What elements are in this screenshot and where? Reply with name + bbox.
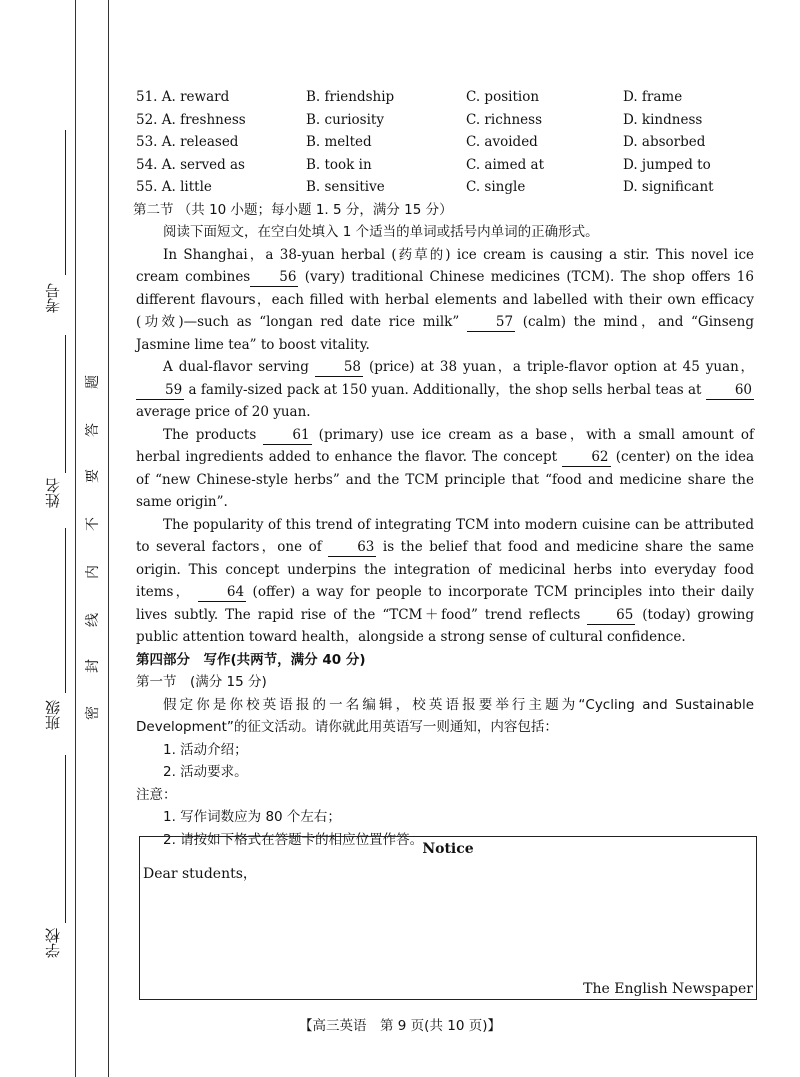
option-b: B. curiosity bbox=[306, 111, 384, 128]
option-a: 54. A. served as bbox=[136, 156, 245, 173]
passage-paragraph-3 bbox=[136, 424, 754, 514]
passage-text: (vary) traditional Chinese medicines (TCM). The shop offers 16 different flavours，each filled with herbal elements and labelled with their own efficacy (功效)—such as “longan red date rice milk” bbox=[136, 269, 754, 330]
seal-char: 密 bbox=[85, 706, 101, 720]
label-name: 姓名 bbox=[44, 478, 62, 508]
option-c: C. position bbox=[466, 89, 540, 105]
margin-line-outer bbox=[75, 0, 76, 1077]
passage-text: (center) on the idea of “new Chinese-style herbs” and the TCM principle that “food and medicine share the same origin”. bbox=[136, 449, 755, 510]
label-class: 班级 bbox=[44, 700, 62, 730]
option-c: C. aimed at bbox=[466, 156, 544, 173]
option-a: 51. A. reward bbox=[136, 89, 230, 105]
option-d: D. frame bbox=[623, 89, 683, 105]
passage-text: (primary) use ice cream as a base，with a small amount of herbal ingredients added to enhance the flavor. The concept bbox=[136, 426, 755, 465]
notice-title: Notice bbox=[422, 841, 474, 857]
passage-text: (calm) the mind，and “Ginseng Jasmine lime tea” to boost vitality. bbox=[136, 314, 754, 353]
blank-63[interactable]: 63 bbox=[328, 539, 376, 557]
section-heading: 第二节 （共 10 小题；每小题 1. 5 分，满分 15 分） bbox=[133, 201, 453, 218]
blank-62[interactable]: 62 bbox=[562, 449, 610, 467]
notice-signature: The English Newspaper bbox=[583, 981, 753, 997]
option-row bbox=[136, 176, 754, 199]
option-b: B. melted bbox=[306, 134, 372, 150]
notice-answer-box[interactable] bbox=[139, 836, 757, 1000]
passage-text: is the belief that food and medicine share the same origin. This concept underpins the integration of medicinal herbs into everyday food items， bbox=[136, 539, 754, 600]
passage-text: The products bbox=[163, 426, 257, 443]
option-row bbox=[136, 154, 754, 177]
passage-text: (offer) a way for people to incorporate TCM principles into their daily lives subtly. The rapid rise of the “TCM＋food” trend reflects bbox=[136, 584, 754, 623]
note-label: 注意： bbox=[136, 786, 177, 803]
part4-subheading: 第一节 (满分 15 分) bbox=[136, 674, 267, 690]
option-d: D. kindness bbox=[623, 111, 703, 128]
blank-58[interactable]: 58 bbox=[315, 359, 363, 377]
option-row bbox=[136, 131, 754, 154]
note-item: 1. 写作词数应为 80 个左右； bbox=[163, 809, 341, 825]
blank-61[interactable]: 61 bbox=[263, 427, 311, 445]
notice-salutation: Dear students， bbox=[143, 866, 257, 882]
section-instruction: 阅读下面短文，在空白处填入 1 个适当的单词或括号内单词的正确形式。 bbox=[163, 224, 599, 240]
blank-59[interactable]: 59 bbox=[136, 382, 184, 400]
passage-text: (price) at 38 yuan，a triple-flavor option at 45 yuan， bbox=[368, 359, 754, 375]
seal-char: 答 bbox=[85, 423, 101, 437]
main-content bbox=[133, 86, 755, 851]
option-row bbox=[136, 86, 754, 109]
passage-paragraph-1 bbox=[136, 244, 754, 357]
option-c: C. single bbox=[466, 179, 526, 195]
option-b: B. sensitive bbox=[306, 179, 385, 195]
exam-number-line bbox=[65, 130, 66, 275]
option-d: D. jumped to bbox=[623, 156, 711, 173]
option-c: C. richness bbox=[466, 111, 542, 128]
option-a: 55. A. little bbox=[136, 179, 212, 195]
blank-65[interactable]: 65 bbox=[587, 607, 635, 625]
passage-text: a family-sized pack at 150 yuan. Additionally，the shop sells herbal teas at bbox=[188, 381, 702, 398]
option-b: B. took in bbox=[306, 156, 372, 173]
passage-text: A dual-flavor serving bbox=[163, 359, 309, 375]
option-c: C. avoided bbox=[466, 134, 538, 150]
label-exam-number: 考号 bbox=[44, 283, 62, 313]
seal-char: 要 bbox=[85, 469, 101, 483]
passage-paragraph-4 bbox=[136, 514, 754, 649]
option-d: D. significant bbox=[623, 179, 714, 195]
passage-text: The popularity of this trend of integrating TCM into modern cuisine can be attributed to several factors，one of bbox=[136, 516, 754, 555]
seal-char: 封 bbox=[85, 659, 101, 673]
blank-60[interactable]: 60 bbox=[706, 382, 754, 400]
class-line bbox=[65, 528, 66, 693]
name-line bbox=[65, 335, 66, 473]
option-d: D. absorbed bbox=[623, 134, 706, 150]
school-line bbox=[65, 755, 66, 923]
passage-text: (today) growing public attention toward health，alongside a strong sense of cultural confidence. bbox=[136, 606, 754, 645]
option-row bbox=[136, 109, 754, 132]
option-b: B. friendship bbox=[306, 89, 395, 105]
option-a: 52. A. freshness bbox=[136, 111, 246, 128]
part4-heading: 第四部分 写作(共两节，满分 40 分) bbox=[136, 651, 366, 668]
writing-item: 2. 活动要求。 bbox=[163, 764, 248, 780]
seal-char: 题 bbox=[85, 375, 101, 389]
margin-line-inner bbox=[108, 0, 109, 1077]
option-a: 53. A. released bbox=[136, 134, 239, 150]
page-footer: 【高三英语 第 9 页(共 10 页)】 bbox=[299, 1018, 501, 1034]
writing-prompt: 假定你是你校英语报的一名编辑，校英语报要举行主题为“Cycling and Sustainable Development”的征文活动。请你就此用英语写一则通知，内容包括： bbox=[136, 696, 754, 735]
label-school: 学校 bbox=[44, 928, 62, 958]
passage-paragraph-2 bbox=[136, 356, 754, 424]
passage-text: average price of 20 yuan. bbox=[136, 404, 311, 420]
seal-char: 内 bbox=[85, 565, 101, 579]
blank-64[interactable]: 64 bbox=[198, 584, 246, 602]
seal-char: 不 bbox=[85, 517, 101, 531]
passage-text: In Shanghai，a 38-yuan herbal (药草的) ice cream is causing a stir. This novel ice cream combines bbox=[136, 246, 754, 285]
blank-56[interactable]: 56 bbox=[250, 269, 298, 287]
seal-char: 线 bbox=[85, 613, 101, 627]
blank-57[interactable]: 57 bbox=[467, 314, 515, 332]
note-item: 2. 请按如下格式在答题卡的相应位置作答。 bbox=[163, 831, 424, 848]
writing-item: 1. 活动介绍； bbox=[163, 741, 248, 758]
